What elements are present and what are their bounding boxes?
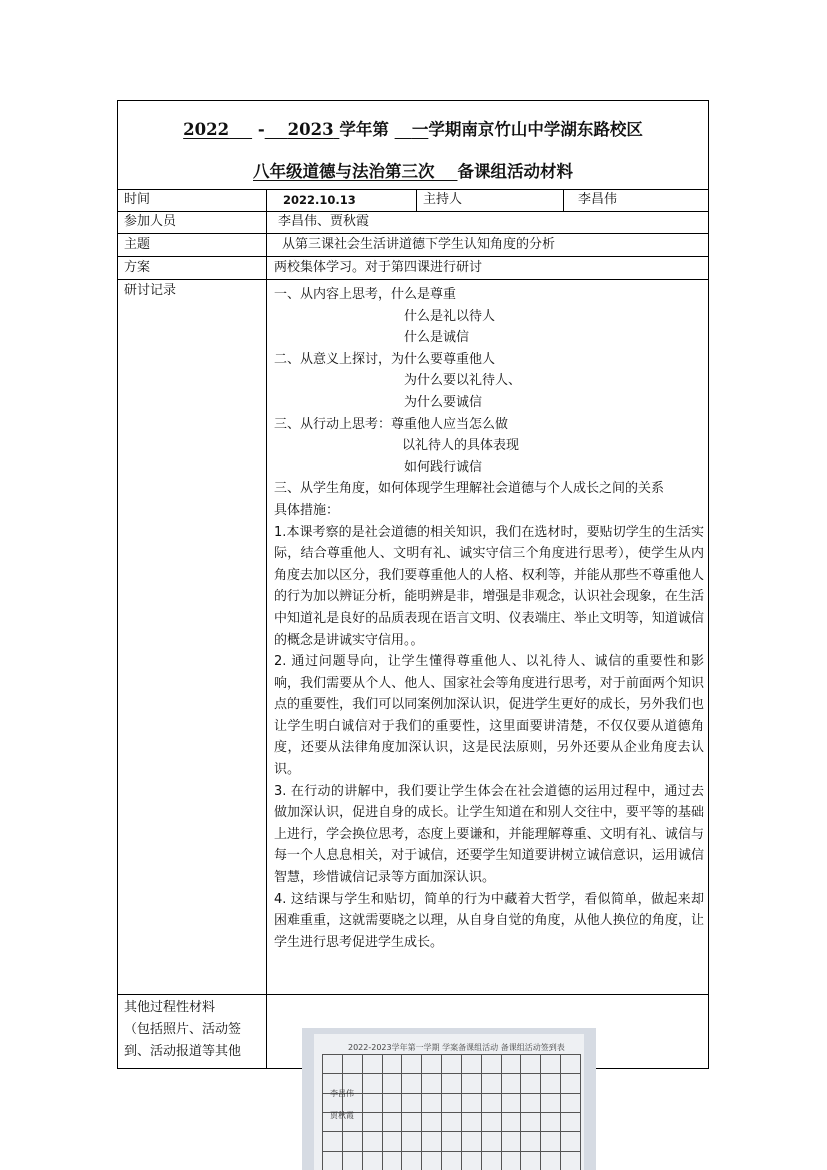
other-label-line: 到、活动报道等其他: [124, 1044, 242, 1059]
year-dash: -: [257, 120, 265, 139]
title-text-b: 学期南京竹山中学湖东路校区: [428, 120, 643, 139]
signature: 李昌伟: [330, 1089, 354, 1098]
other-label-line: 其他过程性材料: [124, 1000, 216, 1015]
grid-line: [563, 189, 564, 211]
document-frame: [117, 100, 709, 1069]
year-end: 2023: [287, 120, 334, 139]
participants-value: 李昌伟、贾秋霞: [278, 214, 370, 229]
point-four: 三、从学生角度，如何体现学生理解社会道德与个人成长之间的关系: [274, 481, 665, 497]
measure-item: 4. 这结课与学生和贴切，简单的行为中藏着大哲学，看似简单，做起来却困难重重，这就需要晓之以理，从自身自觉的角度，从他人换位的角度，让学生进行思考促进学生成长。: [274, 891, 704, 950]
outline-line: 一、从内容上思考，什么是尊重: [274, 287, 457, 302]
outline-line: 为什么要诚信: [404, 394, 483, 410]
sheet-grid-line: [580, 1054, 581, 1170]
year-start: 2022: [183, 120, 230, 139]
plan-label: 方案: [124, 260, 151, 275]
measures-title: 具体措施：: [274, 502, 340, 518]
participants-label: 参加人员: [124, 214, 177, 229]
grid-line: [416, 189, 417, 211]
time-label: 时间: [124, 192, 151, 207]
grid-line: [266, 189, 267, 1068]
topic-label: 主题: [124, 237, 151, 252]
title-line2-prefix: 八年级道德与法治第三次: [253, 162, 435, 181]
signin-sheet-photo: [302, 1028, 596, 1170]
measure-item: 1.本课考察的是社会道德的相关知识，我们在选材时，要贴切学生的生活实际，结合尊重他人、文明有礼、诚实守信三个角度进行思考），使学生从内角度去加以区分，我们要尊重他人的人格、权利等，并能从那些不尊重他人的行为加以辨证分析，能明辨是非，增强是非观念，认识社会现象，在生活中知道礼是良好的品质表现在语言文明、仪表端庄、举止文明等，知道诚信的概念是讲诚实守信用。。: [274, 524, 704, 648]
outline-line: 三、从行动上思考：尊重他人应当怎么做: [274, 416, 509, 432]
grid-line: [118, 233, 708, 234]
sheet-grid-line: [322, 1112, 580, 1113]
other-label-line: （包括照片、活动签: [124, 1022, 242, 1037]
topic-value: 从第三课社会生活讲道德下学生认知角度的分析: [282, 237, 556, 252]
title-text-a: 学年第: [339, 120, 389, 139]
grid-line: [118, 189, 708, 190]
signature: 贾秋霞: [330, 1111, 354, 1120]
grid-line: [118, 279, 708, 280]
sheet-grid-line: [322, 1054, 580, 1055]
host-label: 主持人: [423, 192, 463, 207]
host-value: 李昌伟: [578, 192, 618, 207]
record-label: 研讨记录: [124, 283, 177, 298]
semester: 一: [411, 120, 429, 139]
title-line2-suffix: 备课组活动材料: [457, 162, 573, 181]
outline-line: 什么是礼以待人: [404, 308, 496, 324]
sheet-grid-line: [322, 1093, 580, 1094]
document-title-line2: [118, 158, 708, 182]
outline-line: 为什么要以礼待人、: [404, 373, 522, 389]
paper-sheet: [314, 1034, 584, 1170]
sheet-grid-line: [322, 1151, 580, 1152]
sheet-grid-line: [322, 1073, 580, 1074]
sheet-grid-line: [322, 1131, 580, 1132]
plan-value: 两校集体学习。对于第四课进行研讨: [274, 260, 483, 275]
outline-line: 以礼待人的具体表现: [402, 438, 520, 454]
document-title-line1: [118, 116, 708, 140]
outline-line: 二、从意义上探讨，为什么要尊重他人: [274, 351, 496, 367]
grid-line: [118, 211, 708, 212]
measure-item: 3. 在行动的讲解中，我们要让学生体会在社会道德的运用过程中，通过去做加深认识，促进自身的成长。让学生知道在和别人交往中，要平等的基础上进行，学会换位思考，态度上要谦和，并能理解尊重、文明有礼、诚信与每一个人息息相关，对于诚信，还要学生知道要讲树立诚信意识，运用诚信智慧，珍惜诚信记录等方面加深认识。: [274, 783, 704, 886]
grid-line: [118, 256, 708, 257]
record-content: [274, 284, 704, 953]
photo-caption: 2022-2023学年第一学期 学案备课组活动 备课组活动签到表: [348, 1043, 565, 1052]
measure-item: 2. 通过问题导向，让学生懂得尊重他人、以礼待人、诚信的重要性和影响，我们需要从个人、他人、国家社会等角度进行思考，对于前面两个知识点的重要性，我们可以同案例加深认识，促进学生更好的成长，另外我们也让学生明白诚信对于我们的重要性，这里面要讲清楚，不仅仅要从道德角度，还要从法律角度加深认识，这是民法原则，另外还要从企业角度去认识。: [274, 654, 704, 778]
time-value: 2022.10.13: [283, 193, 356, 207]
outline-line: 什么是诚信: [404, 330, 470, 346]
outline-line: 如何践行诚信: [404, 459, 483, 475]
sheet-grid: [322, 1054, 580, 1170]
grid-line: [118, 994, 708, 995]
